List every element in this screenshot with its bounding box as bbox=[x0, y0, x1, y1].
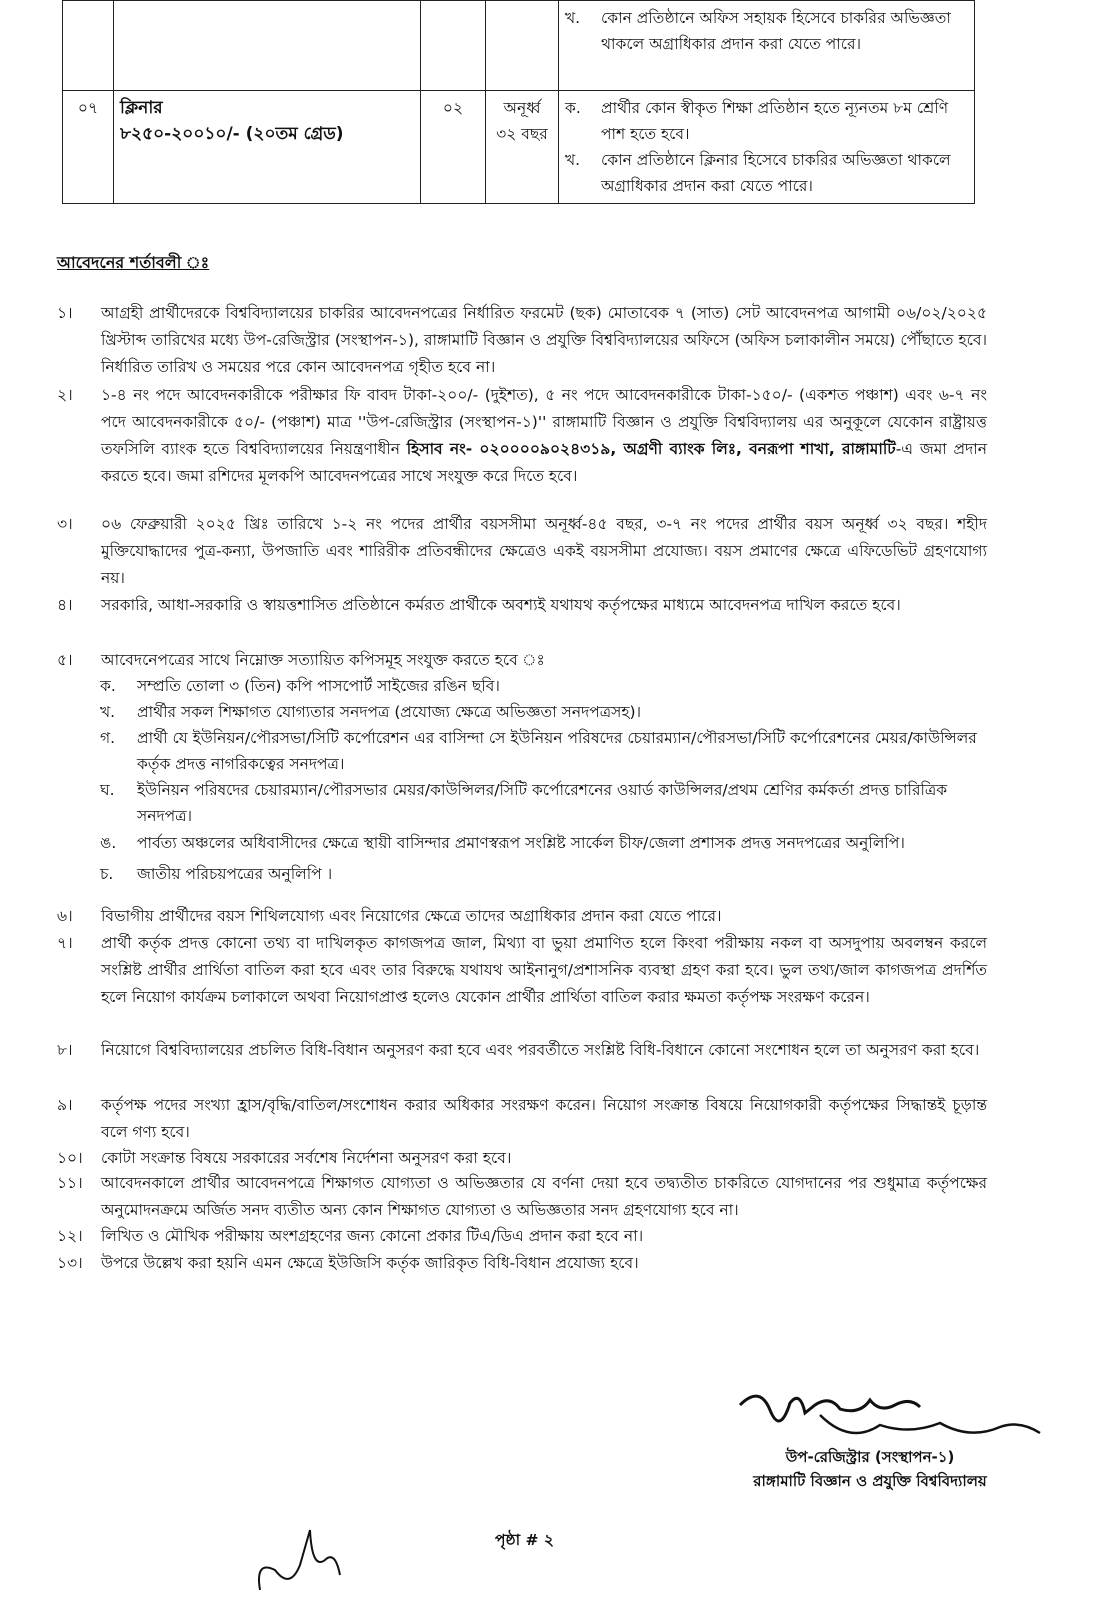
attachment-item: ঘ. ইউনিয়ন পরিষদের চেয়ারম্যান/পৌরসভার মেয়র/কাউন্সিলর/সিটি কর্পোরেশনের ওয়ার্ড কাউন্সিলর/প্রথম শ্রেণির কর্মকর্তা প্রদত্ত চারিত্রিক সনদপত্র। bbox=[100, 781, 948, 825]
serial-cell: ০৭ bbox=[63, 91, 114, 204]
post-name: ক্লিনার bbox=[120, 98, 163, 118]
handwritten-signature bbox=[720, 1385, 1050, 1445]
attachment-item: চ. জাতীয় পরিচয়পত্রের অনুলিপি । bbox=[100, 865, 333, 883]
institution: রাঙ্গামাটি বিজ্ঞান ও প্রযুক্তি বিশ্ববিদ্যালয় bbox=[753, 1472, 987, 1490]
designation: উপ-রেজিস্ট্রার (সংস্থাপন-১) bbox=[785, 1448, 955, 1466]
table-row bbox=[63, 91, 975, 204]
conditions-heading: আবেদনের শর্তাবলী ঃ bbox=[57, 253, 210, 272]
condition-item: ৯। কর্তৃপক্ষ পদের সংখ্যা হ্রাস/বৃদ্ধি/বাতিল/সংশোধন করার অধিকার সংরক্ষণ করেন। নিয়োগ সংক্রান্ত বিষয়ে নিয়োগকারী কর্তৃপক্ষের সিদ্ধান্তই চূড়ান্ত বলে গণ্য হবে। bbox=[57, 1096, 987, 1141]
initial-signature bbox=[250, 1520, 350, 1600]
attachment-item: গ. প্রার্থী যে ইউনিয়ন/পৌরসভা/সিটি কর্পোরেশন এর বাসিন্দা সে ইউনিয়ন পরিষদের চেয়ারম্যান/পৌরসভা/সিটি কর্পোরেশনের মেয়র/কাউন্সিলর কর্তৃক প্রদত্ত নাগরিকত্বের সনদপত্র। bbox=[100, 729, 977, 773]
age-cell bbox=[486, 1, 559, 91]
condition-item: ১। আগ্রহী প্রার্থীদেরকে বিশ্ববিদ্যালয়ের চাকরির আবেদনপত্রের নির্ধারিত ফরমেট (ছক) মোতাবেক ৭ (সাত) সেট আবেদনপত্র আগামী ০৬/০২/২০২৫ খ্রিস্টাব্দ তারিখের মধ্যে উপ-রেজিস্ট্রার (সংস্থাপন-১), রাঙ্গামাটি বিজ্ঞান ও প্রযুক্তি বিশ্ববিদ্যালয়ের অফিসে (অফিস চলাকালীন সময়ে) পৌঁছাতে হবে। নির্ধারিত তারিখ ও সময়ের পরে কোন আবেদনপত্র গৃহীত হবে না। bbox=[57, 304, 987, 376]
bank-account: হিসাব নং- ০২০০০০৯০২৪৩১৯, অগ্রণী ব্যাংক লিঃ, বনরূপা শাখা, রাঙ্গামাটি bbox=[406, 440, 896, 458]
condition-item: ৩। ০৬ ফেব্রুয়ারী ২০২৫ খ্রিঃ তারিখে ১-২ নং পদের প্রার্থীর বয়সসীমা অনূর্ধ্ব-৪৫ বছর, ৩-৭ নং পদের প্রার্থীর বয়স অনূর্ধ্ব ৩২ বছর। শহীদ মুক্তিযোদ্ধাদের পুত্র-কন্যা, উপজাতি এবং শারিরীক প্রতিবন্ধীদের ক্ষেত্রেও একই বয়সসীমা প্রযোজ্য। বয়স প্রমাণের ক্ষেত্রে এফিডেভিট গ্রহণযোগ্য নয়। bbox=[57, 515, 987, 587]
serial-cell bbox=[63, 1, 114, 91]
condition-item: ১০। কোটা সংক্রান্ত বিষয়ে সরকারের সর্বশেষ নির্দেশনা অনুসরণ করা হবে। bbox=[57, 1149, 512, 1167]
condition-item: ৭। প্রার্থী কর্তৃক প্রদত্ত কোনো তথ্য বা দাখিলকৃত কাগজপত্র জাল, মিথ্যা বা ভুয়া প্রমাণিত হলে কিংবা পরীক্ষায় নকল বা অসদুপায় অবলম্বন করলে সংশ্লিষ্ট প্রার্থীর প্রার্থিতা বাতিল করা হবে এবং তার বিরুদ্ধে যথাযথ আইনানুগ/প্রশাসনিক ব্যবস্থা গ্রহণ করা হবে। ভুল তথ্য/জাল কাগজপত্র প্রদর্শিত হলে নিয়োগ কার্যক্রম চলাকালে অথবা নিয়োগপ্রাপ্ত হলেও যেকোন প্রার্থীর প্রার্থিতা বাতিল করার ক্ষমতা কর্তৃপক্ষ সংরক্ষণ করেন। bbox=[57, 934, 987, 1006]
condition-item: ৪। সরকারি, আধা-সরকারি ও স্বায়ত্তশাসিত প্রতিষ্ঠানে কর্মরত প্রার্থীকে অবশ্যই যথাযথ কর্তৃপক্ষের মাধ্যমে আবেদনপত্র দাখিল করতে হবে। bbox=[57, 596, 901, 614]
age-cell: অনূর্ধ্ব ৩২ বছর bbox=[486, 91, 559, 204]
condition-item: ৫। আবেদনেপত্রের সাথে নিম্নোক্ত সত্যায়িত কপিসমূহ সংযুক্ত করতে হবে ঃ bbox=[57, 651, 545, 669]
condition-item: ১২। লিখিত ও মৌখিক পরীক্ষায় অংশগ্রহণের জন্য কোনো প্রকার টিএ/ডিএ প্রদান করা হবে না। bbox=[57, 1227, 644, 1245]
table-row bbox=[63, 1, 975, 91]
condition-item: ১১। আবেদনকালে প্রার্থীর আবেদনপত্রে শিক্ষাগত যোগ্যতা ও অভিজ্ঞতার যে বর্ণনা দেয়া হবে তদ্ব্যতীত চাকরিতে যোগদানের পর শুধুমাত্র কর্তৃপক্ষের অনুমোদনক্রমে অর্জিত সনদ ব্যতীত অন্য কোন শিক্ষাগত যোগ্যতা ও অভিজ্ঞতার সনদ গ্রহণযোগ্য হবে না। bbox=[57, 1174, 987, 1219]
post-cell bbox=[114, 91, 421, 204]
page-number: পৃষ্ঠা # ২ bbox=[495, 1531, 554, 1549]
post-cell bbox=[114, 1, 421, 91]
qualification-item: খ. কোন প্রতিষ্ঠানে ক্লিনার হিসেবে চাকরির অভিজ্ঞতা থাকলে অগ্রাধিকার প্রদান করা যেতে পারে। bbox=[565, 151, 951, 195]
signature-block bbox=[690, 1385, 1050, 1493]
post-salary: ৮২৫০-২০০১০/- (২০তম গ্রেড) bbox=[120, 124, 344, 144]
count-cell bbox=[421, 1, 486, 91]
attachment-item: ক. সম্প্রতি তোলা ৩ (তিন) কপি পাসপোর্ট সাইজের রঙিন ছবি। bbox=[100, 677, 500, 695]
qualification-cell bbox=[559, 1, 975, 91]
count-cell: ০২ bbox=[421, 91, 486, 204]
attachment-item: ঙ. পার্বত্য অঞ্চলের অধিবাসীদের ক্ষেত্রে স্থায়ী বাসিন্দার প্রমাণস্বরূপ সংশ্লিষ্ট সার্কেল চীফ/জেলা প্রশাসক প্রদত্ত সনদপত্রের অনুলিপি। bbox=[100, 834, 905, 852]
condition-item: ৮। নিয়োগে বিশ্ববিদ্যালয়ের প্রচলিত বিধি-বিধান অনুসরণ করা হবে এবং পরবর্তীতে সংশ্লিষ্ট বিধি-বিধানে কোনো সংশোধন হলে তা অনুসরণ করা হবে। bbox=[57, 1041, 980, 1059]
posts-table bbox=[62, 0, 975, 204]
attachment-item: খ. প্রার্থীর সকল শিক্ষাগত যোগ্যতার সনদপত্র (প্রযোজ্য ক্ষেত্রে অভিজ্ঞতা সনদপত্রসহ)। bbox=[100, 703, 642, 721]
qualification-item: খ. কোন প্রতিষ্ঠানে অফিস সহায়ক হিসেবে চাকরির অভিজ্ঞতা থাকলে অগ্রাধিকার প্রদান করা যেতে পারে। bbox=[565, 9, 951, 53]
qualification-cell bbox=[559, 91, 975, 204]
qualification-item: ক. প্রার্থীর কোন স্বীকৃত শিক্ষা প্রতিষ্ঠান হতে ন্যূনতম ৮ম শ্রেণি পাশ হতে হবে। bbox=[565, 99, 949, 143]
condition-item: ২। ১-৪ নং পদে আবেদনকারীকে পরীক্ষার ফি বাবদ টাকা-২০০/- (দুইশত), ৫ নং পদে আবেদনকারীকে টাকা-১৫০/- (একশত পঞ্চাশ) এবং ৬-৭ নং পদে আবেদনকারীকে ৫০/- (পঞ্চাশ) মাত্র ''উপ-রেজিস্ট্রার (সংস্থাপন-১)'' রাঙ্গামাটি বিজ্ঞান ও প্রযুক্তি বিশ্ববিদ্যালয় এর অনুকূলে যেকোন রাষ্ট্রায়ত্ত তফসিলি ব্যাংক হতে বিশ্ববিদ্যালয়ের নিয়ন্ত্রণাধীন হিসাব নং- ০২০০০০৯০২৪৩১৯, অগ্রণী ব্যাংক লিঃ, বনরূপা শাখা, রাঙ্গামাটি-এ জমা প্রদান করতে হবে। জমা রশিদের মূলকপি আবেদনপত্রের সাথে সংযুক্ত করে দিতে হবে। bbox=[57, 386, 987, 485]
condition-item: ১৩। উপরে উল্লেখ করা হয়নি এমন ক্ষেত্রে ইউজিসি কর্তৃক জারিকৃত বিধি-বিধান প্রযোজ্য হবে। bbox=[57, 1254, 639, 1272]
condition-item: ৬। বিভাগীয় প্রার্থীদের বয়স শিথিলযোগ্য এবং নিয়োগের ক্ষেত্রে তাদের অগ্রাধিকার প্রদান করা যেতে পারে। bbox=[57, 907, 722, 925]
